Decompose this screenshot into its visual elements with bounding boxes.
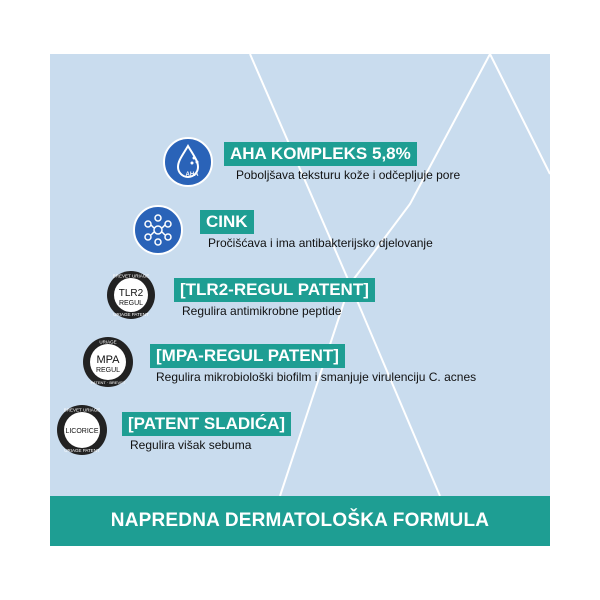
svg-text:REGUL: REGUL bbox=[95, 367, 121, 374]
licorice-stamp-icon bbox=[56, 404, 108, 456]
svg-text:REGUL: REGUL bbox=[118, 300, 144, 307]
svg-text:BREVET URIAGE: BREVET URIAGE bbox=[63, 407, 101, 413]
feature-title: CINK bbox=[200, 210, 254, 234]
feature-description: Poboljšava teksturu kože i odčepljuje pore bbox=[236, 168, 461, 182]
aha-icon-text: AHA bbox=[185, 172, 199, 178]
svg-text:URIAGE PATENT: URIAGE PATENT bbox=[113, 312, 149, 317]
svg-text:URIAGE PATENT: URIAGE PATENT bbox=[64, 448, 100, 453]
tlr2-stamp-icon bbox=[106, 270, 156, 320]
aha-drop-icon bbox=[162, 136, 214, 188]
svg-text:BREVET URIAGE: BREVET URIAGE bbox=[112, 273, 150, 279]
feature-description: Regulira mikrobiološki biofilm i smanjuje virulenciju C. acnes bbox=[156, 370, 477, 384]
svg-text:MPA: MPA bbox=[96, 354, 120, 366]
feature-title: [MPA-REGUL PATENT] bbox=[150, 344, 345, 368]
svg-text:URIAGE: URIAGE bbox=[99, 339, 117, 345]
feature-description: Regulira višak sebuma bbox=[130, 438, 252, 452]
feature-title: [TLR2-REGUL PATENT] bbox=[174, 278, 375, 302]
mpa-stamp-icon bbox=[82, 336, 134, 388]
feature-description: Regulira antimikrobne peptide bbox=[182, 304, 342, 318]
feature-title: [PATENT SLADIĆA] bbox=[122, 412, 291, 436]
svg-text:TLR2: TLR2 bbox=[118, 288, 144, 299]
infographic-panel bbox=[50, 54, 550, 546]
zinc-molecule-icon bbox=[132, 204, 184, 256]
feature-title: AHA KOMPLEKS 5,8% bbox=[224, 142, 417, 166]
footer-banner: NAPREDNA DERMATOLOŠKA FORMULA bbox=[50, 496, 550, 546]
feature-description: Pročišćava i ima antibakterijsko djelovanje bbox=[208, 236, 433, 250]
svg-text:LICORICE: LICORICE bbox=[65, 428, 99, 435]
svg-text:PATENT · BREVET: PATENT · BREVET bbox=[90, 380, 126, 385]
